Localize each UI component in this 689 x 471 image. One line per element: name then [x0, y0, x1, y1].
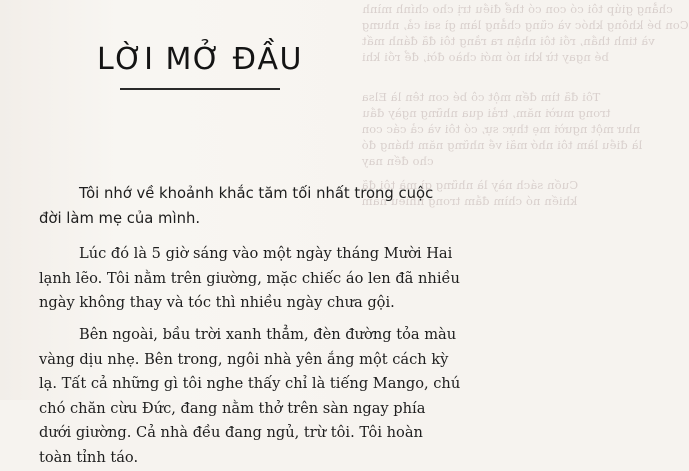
paragraph-line: toàn tỉnh táo. [39, 448, 139, 466]
bleed-line: bé ngay từ khi nó mới chào đời, để rồi khi [362, 50, 609, 64]
bleed-line: Tôi đã tìm đến một cô bé con tên là Elsa [362, 90, 601, 104]
paragraph-line: Bên ngoài, bầu trời xanh thẳm, đèn đường tỏa màu [79, 326, 457, 343]
bleed-line: là điều làm tôi nhớ mãi về những năm tháng đó [362, 138, 643, 152]
paragraph-line: Lúc đó là 5 giờ sáng vào một ngày tháng Mười Hai [79, 245, 453, 262]
paragraph-line: vàng dịu nhẹ. Bên trong, ngôi nhà yên ắng một cách kỳ [39, 350, 449, 368]
bleed-line: khiến nó chìm đắm trong nhiều năm [362, 194, 578, 208]
title-underline [120, 88, 280, 90]
paragraph-line: đời làm mẹ của mình. [39, 209, 201, 227]
intro-paragraph [39, 182, 434, 231]
body-paragraph [39, 242, 460, 316]
body-paragraph [39, 323, 461, 471]
bleed-line: trong mười năm, trải qua những ngày đầu [362, 106, 611, 120]
paragraph-line: lạ. Tất cả những gì tôi nghe thấy chỉ là tiếng Mango, chú [39, 375, 461, 393]
bleed-line: Cuốn sách này là những gì mà tôi đã [362, 178, 579, 192]
paragraph-line: dưới giường. Cả nhà đều đang ngủ, trừ tôi. Tôi hoàn [39, 424, 423, 442]
chapter-title: LỜI MỞ ĐẦU [96, 42, 304, 77]
bleed-line: chẳng giúp tôi có con có thể điều trị cho chính mình [362, 2, 673, 16]
bleed-line: như một người mẹ thực sự, có tôi và cả các con [362, 122, 641, 136]
bleed-line: cho đến nay [362, 154, 434, 168]
bleed-line: và tinh thần, rồi tôi nhận ra rằng tôi đã đánh mất [362, 34, 655, 48]
bleed-through-text [0, 0, 689, 208]
paragraph-line: lạnh lẽo. Tôi nằm trên giường, mặc chiếc áo len đã nhiều [39, 269, 460, 287]
paragraph-line: Tôi nhớ về khoảnh khắc tăm tối nhất trong cuộc [79, 185, 434, 202]
paragraph-line: ngày không thay và tóc thì nhiều ngày chưa gội. [39, 294, 395, 312]
paragraph-line: chó chăn cừu Đức, đang nằm thở trên sàn ngay phía [39, 399, 426, 417]
bleed-line: Con bé không khóc và cũng chẳng làm gì sai cả, nhưng [362, 18, 689, 32]
